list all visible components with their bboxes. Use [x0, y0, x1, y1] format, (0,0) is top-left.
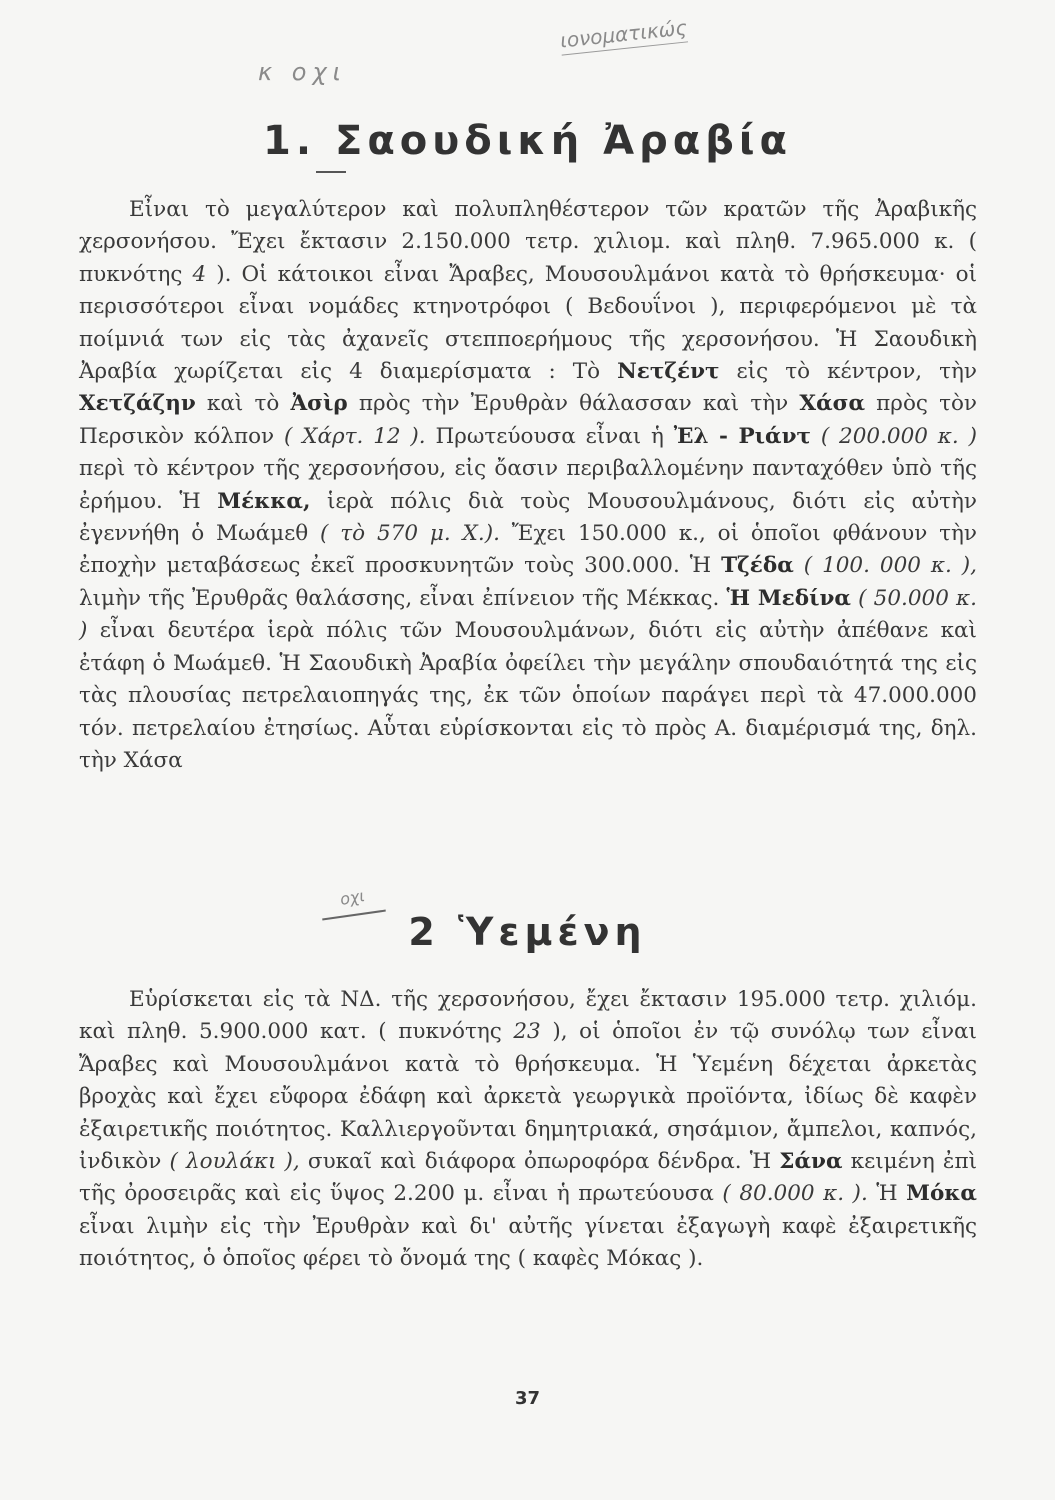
text-run: κειμένη ἐπὶ τῆς ὀροσειρᾶς καὶ εἰς ὕψος 2.200 μ. εἶναι ἡ πρωτεύουσα [79, 1149, 977, 1207]
text-run: Ἔχει 150.000 κ., οἱ ὁποῖοι φθάνουν τὴν ἐποχὴν μεταβάσεως ἐκεῖ προσκυνητῶν τοὺς 300.000. Ἡ [79, 521, 977, 579]
bold-place-name: Ἐλ - Ριάντ [673, 423, 811, 449]
italic-figure: 4 [192, 261, 207, 287]
text-run: Ἡ [867, 1181, 907, 1207]
section-1-title: 1. Σαουδική Ἀραβία [263, 118, 792, 164]
text-run: ). Οἱ κάτοικοι εἶναι Ἄραβες, Μουσουλμάνοι κατὰ τὸ θρήσκευμα· οἱ περισσότεροι εἶναι νομάδες κτηνοτρόφοι ( Βεδουΐνοι ), περιφερόμενοι μὲ τὰ ποίμνιά των εἰς τὰς ἀχανεῖς στεπποερήμους τῆς χερσονήσου. Ἡ Σαουδικὴ Ἀραβία χωρίζεται εἰς 4 διαμερίσματα : Τὸ [79, 261, 977, 385]
italic-figure: ( τὸ 570 μ. Χ.). [320, 521, 500, 547]
text-run: εἶναι δευτέρα ἱερὰ πόλις τῶν Μουσουλμάνων, διότι εἰς αὐτὴν ἀπέθανε καὶ ἐτάφη ὁ Μωάμεθ. Ἡ Σαουδικὴ Ἀραβία ὀφείλει τὴν μεγάλην σπουδαιότητά της εἰς τὰς πλουσίας πετρελαιοπηγάς της, ἐκ τῶν ὁποίων παράγει περὶ τὰ 47.000.000 τόν. πετρελαίου ἐτησίως. Αὗται εὑρίσκονται εἰς τὸ πρὸς Α. διαμέρισμά της, δηλ. τὴν Χάσα [79, 618, 977, 773]
text-run: Εἶναι τὸ μεγαλύτερον καὶ πολυπληθέστερον τῶν κρατῶν τῆς Ἀραβικῆς χερσονήσου. Ἔχει ἔκτασιν 2.150.000 τετρ. χιλιομ. καὶ πληθ. 7.965.000 κ. ( πυκνότης [79, 197, 977, 287]
handwritten-note-section-2: οχι [338, 886, 367, 909]
section-1-paragraph [79, 194, 977, 777]
text-run: πρὸς τὴν Ἐρυθρὰν θάλασσαν καὶ τὴν [347, 391, 800, 417]
bold-place-name: Μέκκα, [217, 488, 311, 514]
text-run: πρὸς τὸν Περσικὸν κόλπον [79, 391, 977, 449]
italic-figure: ( 50.000 κ. ) [79, 585, 977, 644]
bold-place-name: Χάσα [799, 391, 866, 417]
text-run: ), οἱ ὁποῖοι ἐν τῷ συνόλῳ των εἶναι Ἄραβες καὶ Μουσουλμάνοι κατὰ τὸ θρήσκευμα. Ἡ Ὑεμένη δέχεται ἀρκετὰς βροχὰς καὶ ἔχει εὔφορα ἐδάφη καὶ ἀρκετὰ γεωργικὰ προϊόντα, ἰδίως δὲ καφὲν ἐξαιρετικῆς ποιότητος. Καλλιεργοῦνται δημητριακά, σησάμιον, ἄμπελοι, καπνός, ἰνδικὸν [79, 1019, 977, 1175]
text-run: καὶ τὸ [195, 391, 291, 417]
bold-place-name: Σάνα [779, 1149, 843, 1175]
text-run: περὶ τὸ κέντρον τῆς χερσονήσου, εἰς ὄασιν περιβαλλομένην πανταχόθεν ὑπὸ τῆς ἐρήμου. Ἡ [79, 456, 977, 514]
italic-figure: ( 100. 000 κ. ), [793, 553, 977, 579]
italic-figure: 23 [513, 1019, 541, 1045]
handwritten-note-top-left: κ οχι [258, 58, 347, 86]
bold-place-name: Μόκα [906, 1181, 977, 1207]
text-run: ἱερὰ πόλις διὰ τοὺς Μουσουλμάνους, διότι εἰς αὐτὴν ἐγεννήθη ὁ Μωάμεθ [79, 488, 977, 547]
italic-figure: ( 80.000 κ. ). [722, 1181, 868, 1207]
handwritten-note-top-right: ιονοματικώς [559, 15, 689, 55]
bold-place-name: Νετζέντ [617, 359, 720, 385]
bold-place-name: Χετζάζην [79, 391, 196, 417]
bold-place-name: Ἡ Μεδίνα [726, 585, 851, 611]
italic-figure: ( λουλάκι ), [169, 1149, 300, 1175]
text-run: Εὑρίσκεται εἰς τὰ ΝΔ. τῆς χερσονήσου, ἔχει ἔκτασιν 195.000 τετρ. χιλιόμ. καὶ πληθ. 5.900.000 κατ. ( πυκνότης [79, 987, 977, 1045]
text-run: εἰς τὸ κέντρον, τὴν [719, 359, 977, 385]
section-2-paragraph [79, 984, 977, 1276]
text-run: λιμὴν τῆς Ἐρυθρᾶς θαλάσσης, εἶναι ἐπίνειον τῆς Μέκκας. [79, 585, 727, 611]
bold-place-name: Ἀσὶρ [290, 391, 348, 417]
text-run: συκαῖ καὶ διάφορα ὀπωροφόρα δένδρα. Ἡ [299, 1149, 780, 1175]
bold-place-name: Τζέδα [721, 553, 794, 579]
italic-figure: ( Χάρτ. 12 ). [283, 423, 426, 449]
text-run: Πρωτεύουσα εἶναι ἡ [425, 423, 674, 449]
page-number: 37 [514, 1388, 541, 1409]
title-underline-mark [316, 171, 346, 173]
section-2-title: 2 Ὑεμένη [408, 910, 647, 954]
text-run: εἶναι λιμὴν εἰς τὴν Ἐρυθρὰν καὶ δι' αὐτῆς γίνεται ἐξαγωγὴ καφὲ ἐξαιρετικῆς ποιότητος, ὁ ὁποῖος φέρει τὸ ὄνομά της ( καφὲς Μόκας ). [79, 1213, 977, 1272]
italic-figure: ( 200.000 κ. ) [810, 423, 977, 449]
